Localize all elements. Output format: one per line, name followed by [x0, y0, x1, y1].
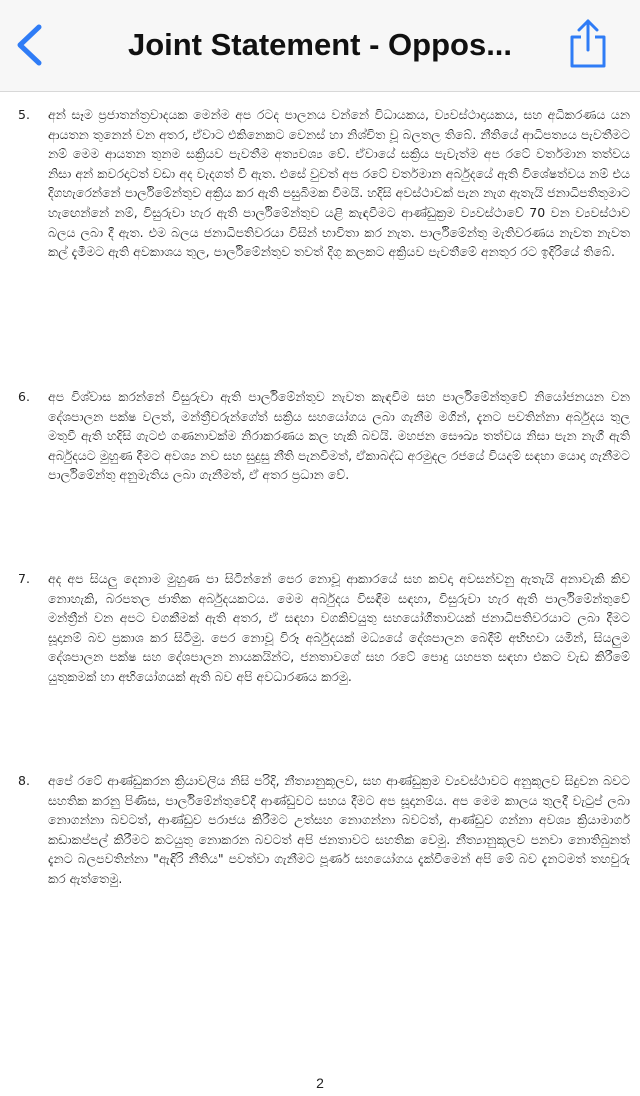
paragraph-text: අන් සෑම ප්‍රජාතන්ත්‍රවාදයක මෙන්ම අප රටද පාලනය වන්නේ විධායකය, ව්‍යවස්ථාදායකය, සහ අධිකරණය යන ආයතන තුනෙන් වන අතර, ඒවාට එකිනෙකට වෙනස් හා නිශ්චිත වූ බලතල තිබේ. නීතියේ ආධිපත්‍යය පැවතීමට නම් මෙම ආයතන තුනම සක්‍රියව පැවතීම අත්‍යවශ්‍ය වේ. ඒවායේ සක්‍රිය පැවැත්ම අප රටේ වර්තමාන තත්වය නිසා අන් කවරදාටත් වඩා අද වැදගත් වී ඇත. එසේ වුවත් අප රටේ වර්තමාන අර්බුදයේ ඇති විශේෂත්වය නම් එය දිගහැරෙන්නේ පාර්ලිමේන්තුව අක්‍රිය කර ඇති පසුබිමක වීමයි. හදිසි අවස්ථාවක් පැන නැග ඇතැයි ජනාධිපතිතුමාට හැඟෙන්නේ නම්, විසුරුවා හැර ඇති පාර්ලිමේන්තුව යළි කැඳවීමට ආණ්ඩුක්‍රම ව්‍යවස්ථාවේ 70 වන ව්‍යවස්ථාව බලය ලබා දී ඇත. එම බලය ජනාධිපතිවරයා විසින් භාවිතා කර නැත. පාර්ලිමේන්තු මැතිවරණය නැවත නැවත කල් දැමීමට ඇති අවකාශය තුල, පාර්ලිමේන්තුව තවත් දිගු කලකට අක්‍රියව පැවතීමේ අනතුර රට ඉදිරියේ තිබේ. [48, 107, 630, 260]
paragraph-7 [18, 569, 630, 687]
share-button[interactable] [566, 18, 610, 70]
navigation-bar [0, 0, 640, 92]
paragraph-number: 6. [18, 389, 30, 404]
paragraph-text: අපේ රටේ ආණ්ඩුකරන ක්‍රියාවලිය නිසි පරිදි, නීත්‍යානුකූලව, සහ ආණ්ඩුක්‍රම ව්‍යවස්ථාවට අනුකූලව සිදුවන බවට සහතික කරනු පිණිස, පාර්ලිමේන්තුවේදී ආණ්ඩුවට සහය දීමට අප සූදානම්ය. අප මෙම කාලය තුලදී වැටුප් ලබා නොගන්නා බවටත්, ආණ්ඩුව පරාජය කිරීමට උත්සහ නොගන්නා බවටත්, ආණ්ඩුව ගන්නා අවශ්‍ය ක්‍රියාමාර්ග කඩාකප්පල් කිරීමට කටයුතු නොකරන බවටත් අපි ජනතාවට සහතික වෙමු. නීත්‍යානුකූලව පනවා නොතිබුනත් දැනට බලපවතින්නා "ඇඳිරි නීතිය" පවත්වා ගැනීමට පූර්ණ සහයෝගය දැක්වීමෙන් අපි මේ බව දැනටමත් තහවුරු කර ඇත්තෙමු. [48, 773, 630, 886]
paragraph-number: 8. [18, 773, 30, 788]
paragraph-number: 7. [18, 571, 30, 586]
paragraph-text: අප විශ්වාස කරන්නේ විසුරුවා ඇති පාර්ලිමේන්තුව නැවත කැඳවීම සහ පාර්ලිමේන්තුවේ නියෝජනයන වන දේශපාලන පක්ෂ වලත්, මන්ත්‍රීවරුන්ගේත් සක්‍රිය සහයෝගය ලබා ගැනීම මගින්, දැනට පවතින්නා අර්බුදය තුල මතුවී ඇති හදිසි ගැටළු ගණනාවක්ම නිරාකරණය කල හැකි බවයි. මහජන සෞඛ්‍ය තත්වය නිසා පැන නැගී ඇති අර්බුදයට මුහුණ දීමට අවශ්‍ය නව සහ සුදුසු නීති පැනවීමත්, ඒකාබද්ධ අරමුදල රජයේ වියදම් සඳහා යොදා ගැනීමට පාර්ලිමේන්තු අනුමැතිය ලබා ගැනීමත්, ඒ අතර ප්‍රධාන වේ. [48, 389, 630, 483]
paragraph-5 [18, 105, 630, 262]
paragraph-8 [18, 771, 630, 889]
page-number: 2 [316, 1075, 324, 1091]
share-icon [566, 18, 610, 70]
chevron-left-icon [12, 22, 52, 68]
document-title: Joint Statement - Oppos... [127, 27, 513, 62]
paragraph-number: 5. [18, 107, 30, 122]
paragraph-text: අද අප සියලු දෙනාම මුහුණ පා සිටින්නේ පෙර නොවූ ආකාරයේ සහ කවදා අවසන්වනු ඇතැයි අනාවැකි කිව නොහැකි, බරපතල ජාතික අර්බුදයකටය. මෙම අර්බුදය විසඳීම සඳහා, විසුරුවා හැර ඇති පාර්ලිමේන්තුවේ මන්ත්‍රීන් වන අපට වගකීමක් ඇති අතර, ඒ සඳහා වගකිවයුතු සහයෝගීතාවයක් ජනාධිපතිවරයාට ලබා දීමට සූදානම් බව ප්‍රකාශ කර සිටිමු. පෙර නොවූ විරූ අර්බුදයක් මධ්‍යයේ දේශපාලන බෙදීම් අභිභවා යමින්, සියලුම දේශපාලන පක්ෂ සහ දේශපාලන නායකයින්ට, ජනතාවගේ සහ රටේ පොදු යහපත සඳහා එකට වැඩ කිරීමේ යුතුකමක් හා අභියෝගයක් ඇති බව අපි අවධාරණය කරමු. [48, 571, 630, 684]
document-page [0, 93, 640, 1096]
paragraph-6 [18, 387, 630, 485]
back-button[interactable] [12, 22, 52, 68]
